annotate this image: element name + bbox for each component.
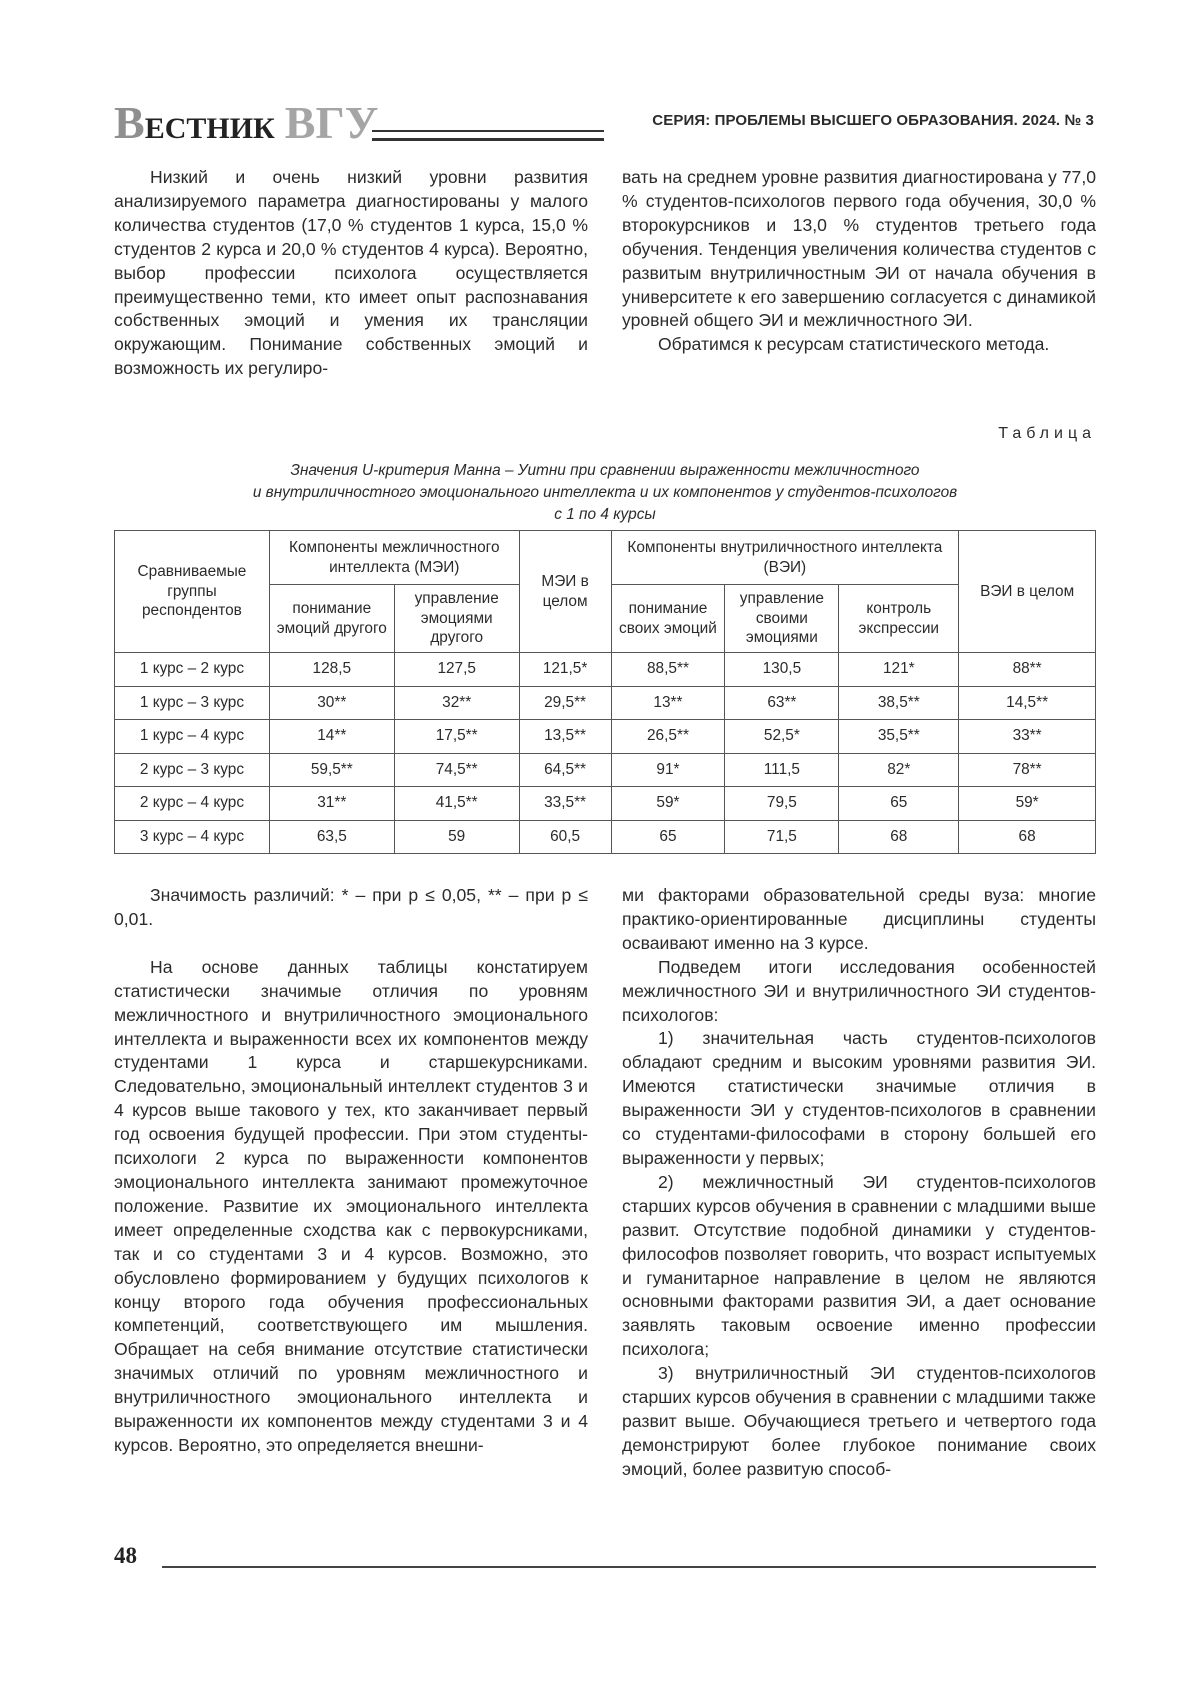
logo-initial: В: [114, 97, 145, 148]
cell-group: 1 курс – 4 курс: [115, 720, 270, 754]
text-column-left-top: [114, 166, 588, 381]
cell-value: 127,5: [394, 653, 519, 687]
journal-logo: [114, 97, 379, 157]
paragraph: ми факторами образовательной среды вуза: многие практико-ориентированные дисциплины студенты осваивают именно на 3 курсе.: [622, 885, 1096, 953]
cell-value: 26,5**: [611, 720, 725, 754]
cell-value: 79,5: [725, 787, 839, 821]
header-vei-total: ВЭИ в целом: [959, 531, 1096, 653]
table-row: [115, 787, 1096, 821]
cell-value: 41,5**: [394, 787, 519, 821]
list-item: 2) межличностный ЭИ студентов-психологов старших курсов обучения в сравнении с младшими выше развит. Отсутствие подобной динамики у студентов-философов позволяет говорить, что возраст испытуемых и гуманитарное направление в целом не являются основными факторами развития ЭИ, а дает основание заявлять таковым освоение именно профессии психолога;: [622, 1171, 1096, 1360]
subheader: контроль экспрессии: [839, 585, 959, 653]
cell-value: 88**: [959, 653, 1096, 687]
table-row: [115, 820, 1096, 854]
cell-value: 32**: [394, 686, 519, 720]
subheader: управление эмоциями другого: [394, 585, 519, 653]
subheader: понимание эмоций другого: [269, 585, 394, 653]
cell-value: 121*: [839, 653, 959, 687]
page-number: 48: [114, 1543, 137, 1568]
cell-group: 1 курс – 2 курс: [115, 653, 270, 687]
caption-line: Значения U-критерия Манна – Уитни при сравнении выраженности межличностного: [290, 462, 920, 479]
subheader: понимание своих эмоций: [611, 585, 725, 653]
caption-line: с 1 по 4 курсы: [554, 506, 656, 523]
cell-value: 29,5**: [519, 686, 611, 720]
paragraph: На основе данных таблицы констатируем статистически значимые отличия по уровням межличностного и внутриличностного эмоционального интеллекта и выраженности всех их компонентов между студентами 1 курса и старшекурсниками. Следовательно, эмоциональный интеллект студентов 3 и 4 курсов выше такового у тех, кто заканчивает первый год освоения будущей профессии. При этом студенты-психологи 2 курса по выраженности компонентов эмоционального интеллекта занимают промежуточное положение. Развитие их эмоционального интеллекта имеет определенные сходства как с первокурсниками, так и со студентами 3 и 4 курсов. Возможно, это обусловлено формированием у будущих психологов к концу второго года обучения профессиональных компетенций, соответствующего им мышления. Обращает на себя внимание отсутствие статистически значимых отличий по уровням межличностного и внутриличностного эмоционального интеллекта и выраженности их компонентов между студентами 3 и 4 курсов. Вероятно, это определяется внешни-: [114, 956, 588, 1455]
header-vei-components: Компоненты внутриличностного интеллекта (ВЭИ): [611, 531, 959, 585]
list-item: 1) значительная часть студентов-психологов обладают средним и высоким уровнями развития ЭИ. Имеются статистически значимые отличия в выраженности ЭИ у студентов-психологов в сравнении со студентами-философами в сторону большей его выраженности у первых;: [622, 1028, 1096, 1168]
logo-rest: ЕСТНИК: [144, 112, 275, 145]
cell-value: 60,5: [519, 820, 611, 854]
cell-value: 88,5**: [611, 653, 725, 687]
cell-value: 65: [839, 787, 959, 821]
cell-value: 59*: [611, 787, 725, 821]
cell-value: 59,5**: [269, 753, 394, 787]
cell-value: 74,5**: [394, 753, 519, 787]
journal-header: [114, 97, 1094, 148]
cell-value: 121,5*: [519, 653, 611, 687]
table-row: [115, 686, 1096, 720]
cell-value: 91*: [611, 753, 725, 787]
cell-value: 68: [839, 820, 959, 854]
caption-line: и внутриличностного эмоционального интеллекта и их компонентов у студентов-психологов: [252, 484, 958, 501]
cell-value: 65: [611, 820, 725, 854]
paragraph: Низкий и очень низкий уровни развития анализируемого параметра диагностированы у малого количества студентов (17,0 % студентов 1 курса, 15,0 % студентов 2 курса и 20,0 % студентов 4 курса). Вероятно, выбор профессии психолога осуществляется преимущественно теми, кто имеет опыт распознавания собственных эмоций и умения их трансляции окружающим. Понимание собственных эмоций и возможность их регулиро-: [114, 167, 588, 379]
table-row: [115, 720, 1096, 754]
table-caption: [114, 460, 1096, 526]
header-mei-total: МЭИ в целом: [519, 531, 611, 653]
cell-value: 130,5: [725, 653, 839, 687]
cell-group: 3 курс – 4 курс: [115, 820, 270, 854]
cell-value: 59*: [959, 787, 1096, 821]
table-row: [115, 653, 1096, 687]
cell-value: 82*: [839, 753, 959, 787]
table-label: Таблица: [998, 425, 1096, 442]
cell-value: 38,5**: [839, 686, 959, 720]
text-column-right-top: [622, 166, 1096, 357]
header-groups: Сравниваемые группы респондентов: [115, 531, 270, 653]
cell-value: 111,5: [725, 753, 839, 787]
cell-value: 31**: [269, 787, 394, 821]
cell-value: 35,5**: [839, 720, 959, 754]
paragraph: Обратимся к ресурсам статистического метода.: [658, 334, 1050, 355]
text-column-right-bottom: [622, 884, 1096, 1482]
cell-value: 17,5**: [394, 720, 519, 754]
paragraph: Подведем итоги исследования особенностей межличностного ЭИ и внутриличностного ЭИ студентов-психологов:: [622, 956, 1096, 1025]
cell-value: 13,5**: [519, 720, 611, 754]
cell-value: 30**: [269, 686, 394, 720]
list-item: 3) внутриличностный ЭИ студентов-психологов старших курсов обучения в сравнении с младшими также развит выше. Обучающиеся третьего и четвертого года демонстрируют более глубокое понимание своих эмоций, более развитую способ-: [622, 1363, 1096, 1479]
cell-value: 33,5**: [519, 787, 611, 821]
cell-value: 128,5: [269, 653, 394, 687]
cell-value: 14**: [269, 720, 394, 754]
text-column-left-bottom: [114, 884, 588, 1458]
cell-group: 1 курс – 3 курс: [115, 686, 270, 720]
footer-divider: [162, 1566, 1096, 1568]
cell-value: 78**: [959, 753, 1096, 787]
cell-value: 52,5*: [725, 720, 839, 754]
logo-vgu: ВГУ: [284, 97, 379, 148]
cell-group: 2 курс – 3 курс: [115, 753, 270, 787]
significance-note: Значимость различий: * – при p ≤ 0,05, ** – при p ≤ 0,01.: [114, 885, 588, 929]
cell-value: 33**: [959, 720, 1096, 754]
cell-value: 68: [959, 820, 1096, 854]
cell-value: 14,5**: [959, 686, 1096, 720]
header-divider: [372, 130, 604, 141]
cell-value: 59: [394, 820, 519, 854]
cell-value: 71,5: [725, 820, 839, 854]
header-mei-components: Компоненты межличностного интеллекта (МЭИ): [269, 531, 519, 585]
cell-value: 64,5**: [519, 753, 611, 787]
table-row: [115, 753, 1096, 787]
paragraph: вать на среднем уровне развития диагностирована у 77,0 % студентов-психологов первого года обучения, 30,0 % второкурсников и 13,0 % студентов третьего года обучения. Тенденция увеличения количества студентов с развитым внутриличностным ЭИ от начала обучения в университете к его завершению согласуется с динамикой уровней общего ЭИ и межличностного ЭИ.: [622, 167, 1096, 331]
mann-whitney-table: [114, 530, 1096, 854]
cell-value: 63**: [725, 686, 839, 720]
cell-value: 63,5: [269, 820, 394, 854]
cell-value: 13**: [611, 686, 725, 720]
subheader: управление своими эмоциями: [725, 585, 839, 653]
series-title: СЕРИЯ: ПРОБЛЕМЫ ВЫСШЕГО ОБРАЗОВАНИЯ. 2024. № 3: [652, 112, 1094, 129]
cell-group: 2 курс – 4 курс: [115, 787, 270, 821]
